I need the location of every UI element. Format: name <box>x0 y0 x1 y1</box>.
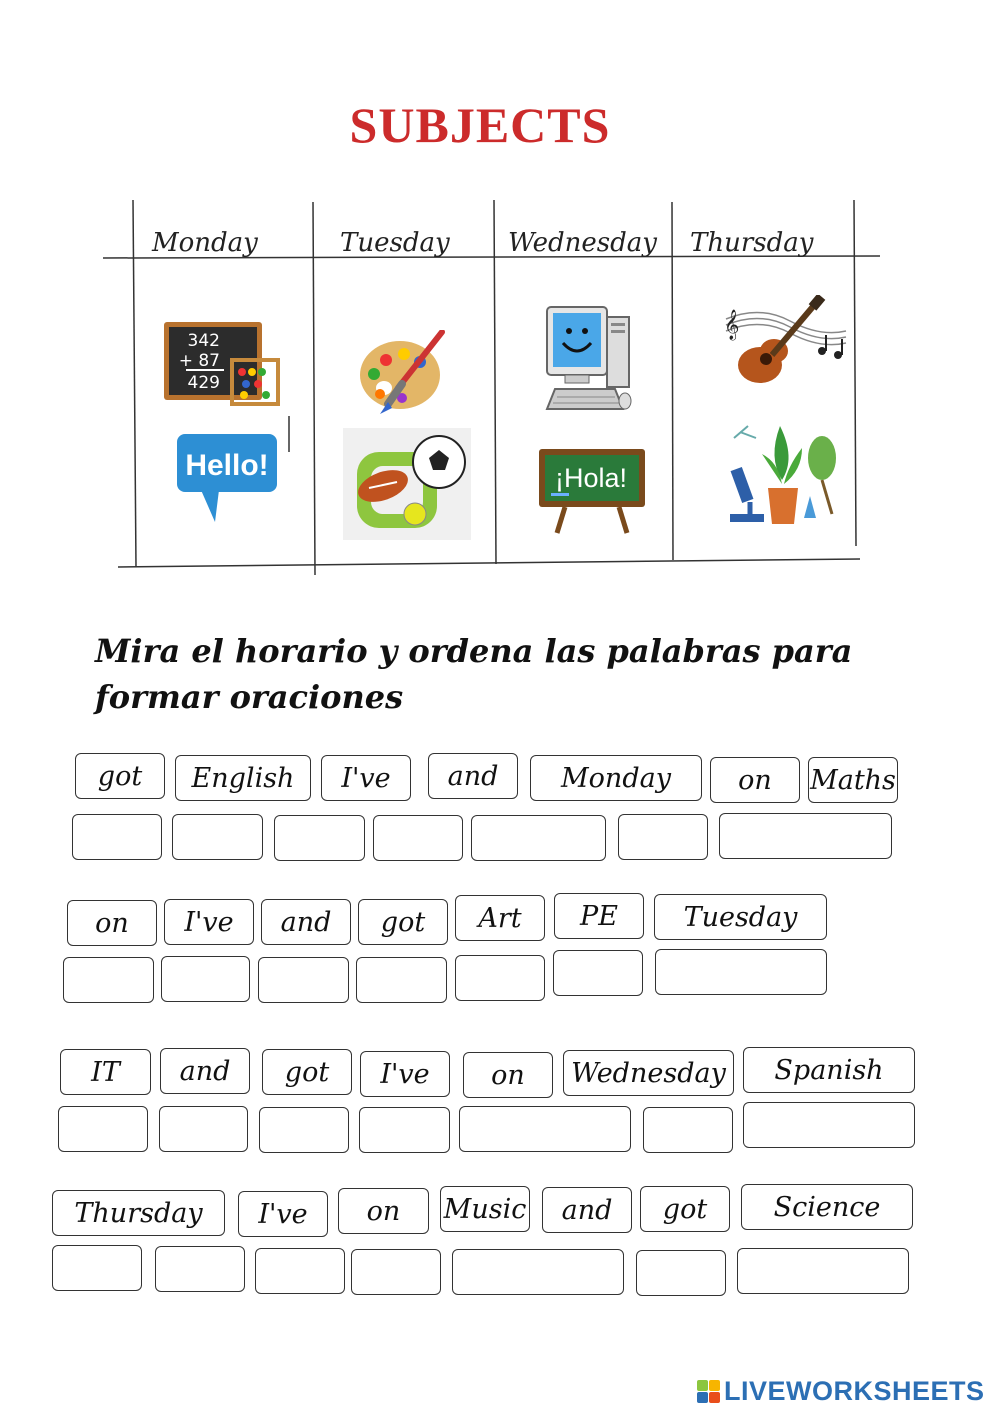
timetable-grid <box>0 190 1000 590</box>
word-tile[interactable]: on <box>338 1188 429 1234</box>
page-title: SUBJECTS <box>349 97 611 153</box>
spanish-hola-board-icon <box>537 445 649 539</box>
word-tile[interactable]: IT <box>60 1049 151 1095</box>
liveworksheets-mark-icon <box>697 1380 720 1403</box>
day-wednesday: Wednesday <box>508 228 657 258</box>
word-tile[interactable]: I've <box>321 755 411 801</box>
word-tile[interactable]: and <box>160 1048 250 1094</box>
answer-blank[interactable] <box>459 1106 631 1152</box>
answer-blank[interactable] <box>274 815 365 861</box>
svg-text:¡Hola!: ¡Hola! <box>554 463 628 493</box>
word-tile[interactable]: on <box>710 757 800 803</box>
word-tile[interactable]: and <box>542 1187 632 1233</box>
answer-blank[interactable] <box>52 1245 142 1291</box>
word-tile[interactable]: got <box>75 753 165 799</box>
svg-text:Hello!: Hello! <box>185 449 269 482</box>
word-tile[interactable]: Music <box>440 1186 530 1232</box>
answer-blank[interactable] <box>643 1107 733 1153</box>
english-hello-icon <box>175 432 280 528</box>
science-plants-icon <box>722 418 842 534</box>
svg-text:𝄞: 𝄞 <box>724 310 740 340</box>
answer-blank[interactable] <box>159 1106 248 1152</box>
answer-blank[interactable] <box>172 814 263 860</box>
word-tile[interactable]: I've <box>164 899 254 945</box>
answer-blank[interactable] <box>636 1250 726 1296</box>
answer-blank[interactable] <box>455 955 545 1001</box>
word-tile[interactable]: Maths <box>808 757 898 803</box>
instruction-text: Mira el horario y ordena las palabras para formar oraciones <box>95 632 853 716</box>
answer-blank[interactable] <box>618 814 708 860</box>
word-tile[interactable]: got <box>358 899 448 945</box>
word-tile[interactable]: Monday <box>530 755 702 801</box>
word-tile[interactable]: Thursday <box>52 1190 225 1236</box>
art-palette-icon <box>358 330 448 419</box>
answer-blank[interactable] <box>737 1248 909 1294</box>
day-thursday: Thursday <box>690 228 814 258</box>
answer-blank[interactable] <box>359 1107 450 1153</box>
answer-blank[interactable] <box>259 1107 349 1153</box>
word-tile[interactable]: Science <box>741 1184 913 1230</box>
word-tile[interactable]: got <box>640 1186 730 1232</box>
word-tile[interactable]: I've <box>360 1051 450 1097</box>
word-tile[interactable]: Art <box>455 895 545 941</box>
answer-blank[interactable] <box>719 813 892 859</box>
answer-blank[interactable] <box>161 956 250 1002</box>
svg-text:429: 429 <box>187 373 220 393</box>
word-tile[interactable]: I've <box>238 1191 328 1237</box>
word-tile[interactable]: Tuesday <box>654 894 827 940</box>
answer-blank[interactable] <box>63 957 154 1003</box>
brand-name: LIVEWORKSHEETS <box>724 1376 985 1406</box>
day-tuesday: Tuesday <box>340 228 450 258</box>
word-tile[interactable]: got <box>262 1049 352 1095</box>
answer-blank[interactable] <box>258 957 349 1003</box>
word-tile[interactable]: English <box>175 755 311 801</box>
answer-blank[interactable] <box>255 1248 345 1294</box>
computer-icon <box>545 305 635 429</box>
word-tile[interactable]: and <box>428 753 518 799</box>
word-tile[interactable]: and <box>261 899 351 945</box>
answer-blank[interactable] <box>655 949 827 995</box>
answer-blank[interactable] <box>356 957 447 1003</box>
word-tile[interactable]: on <box>67 900 157 946</box>
liveworksheets-logo <box>697 1376 985 1407</box>
answer-blank[interactable] <box>351 1249 441 1295</box>
word-tile[interactable]: on <box>463 1052 553 1098</box>
answer-blank[interactable] <box>743 1102 915 1148</box>
answer-blank[interactable] <box>471 815 606 861</box>
answer-blank[interactable] <box>58 1106 148 1152</box>
answer-blank[interactable] <box>553 950 643 996</box>
svg-text:+ 87: + 87 <box>178 351 220 371</box>
answer-blank[interactable] <box>155 1246 245 1292</box>
answer-blank[interactable] <box>72 814 162 860</box>
answer-blank[interactable] <box>452 1249 624 1295</box>
pe-balls-icon <box>343 428 471 544</box>
svg-text:342: 342 <box>187 331 220 351</box>
answer-blank[interactable] <box>373 815 463 861</box>
day-monday: Monday <box>152 228 258 258</box>
music-guitar-icon <box>720 295 850 394</box>
maths-chalkboard-icon <box>162 320 282 412</box>
word-tile[interactable]: PE <box>554 893 644 939</box>
word-tile[interactable]: Wednesday <box>563 1050 734 1096</box>
word-tile[interactable]: Spanish <box>743 1047 915 1093</box>
